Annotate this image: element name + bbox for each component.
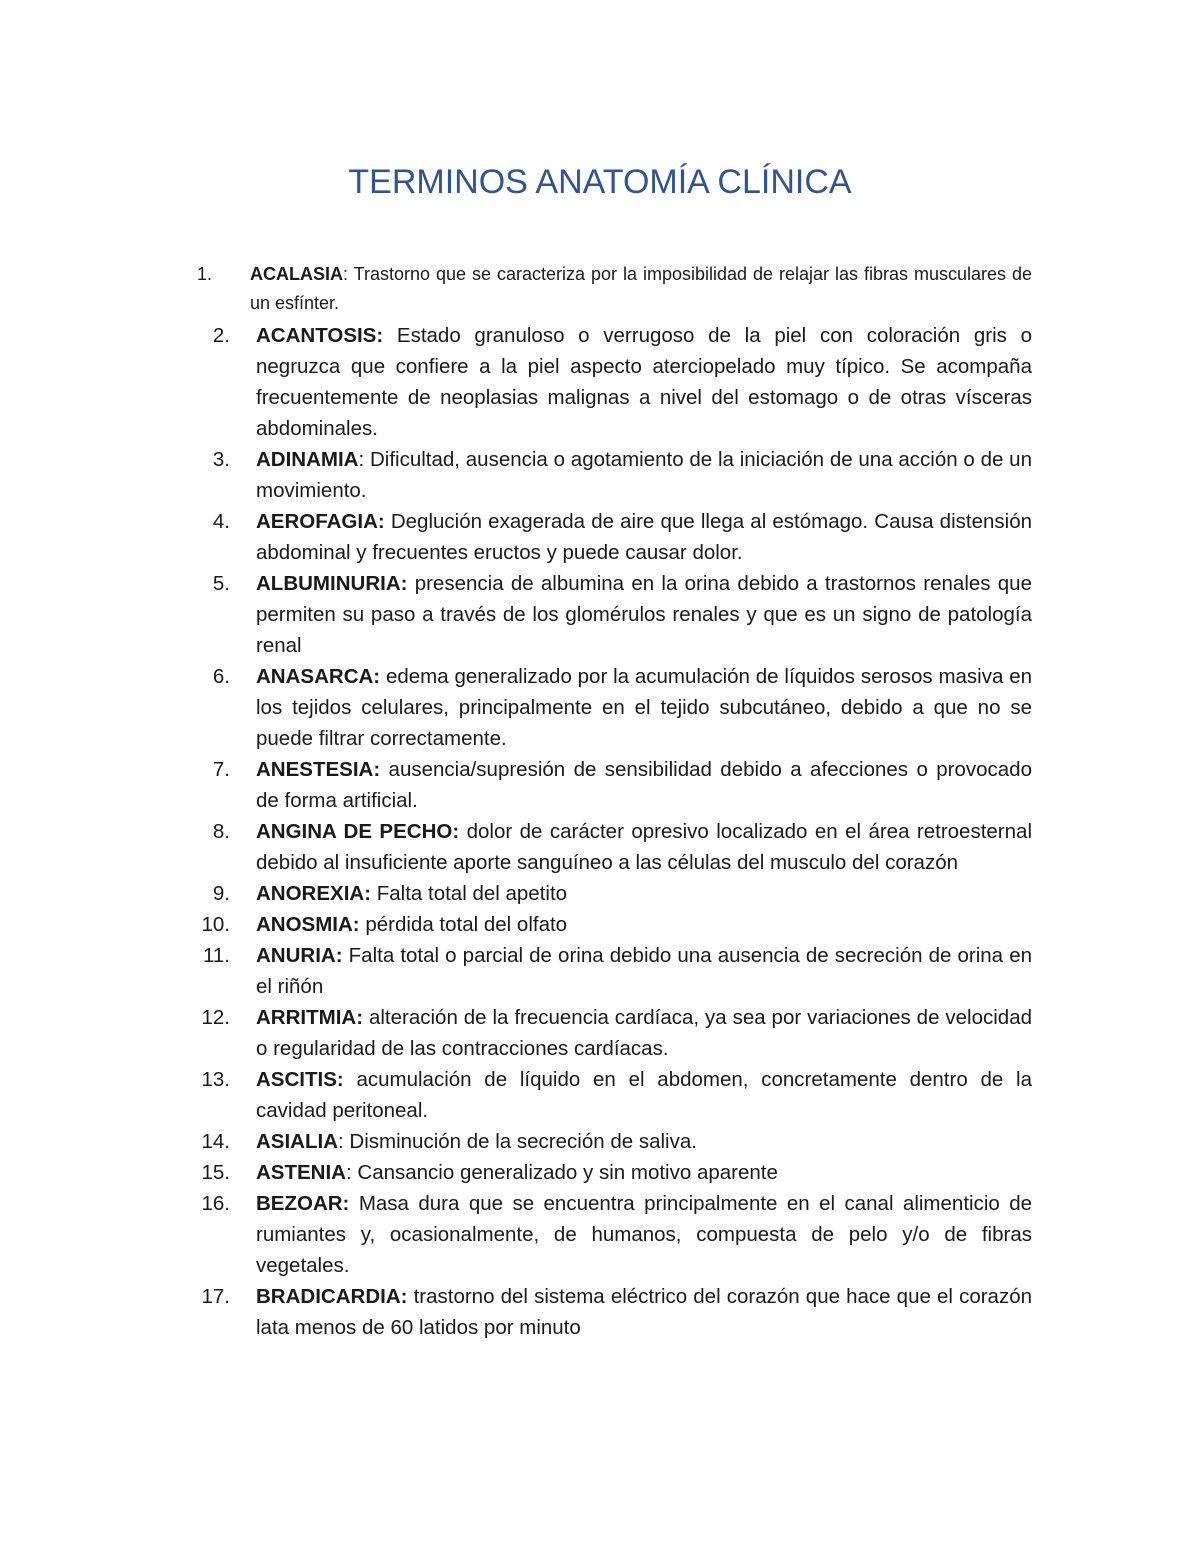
item-number: 17. (201, 1285, 230, 1308)
list-item (0, 909, 1200, 940)
term-definition: Falta total o parcial de orina debido una ausencia de secreción de orina en el riñón (256, 944, 1032, 998)
item-number: 3. (212, 448, 230, 471)
list-item (0, 940, 1200, 1002)
list-item (0, 754, 1200, 816)
item-number: 12. (201, 1006, 230, 1029)
term-definition: Dificultad, ausencia o agotamiento de la iniciación de una acción o de un movimiento. (256, 448, 1032, 502)
list-item (0, 1126, 1200, 1157)
term-definition: Estado granuloso o verrugoso de la piel con coloración gris o negruzca que confiere a la piel aspecto aterciopelado muy típico. Se acompaña frecuentemente de neoplasias malignas a nivel del estomago o de otras vísceras abdominales. (256, 324, 1032, 440)
list-item (0, 1157, 1200, 1188)
term-definition: ausencia/supresión de sensibilidad debido a afecciones o provocado de forma artificial. (256, 758, 1032, 812)
item-number: 15. (201, 1161, 230, 1184)
list-item (0, 1002, 1200, 1064)
term-definition: Trastorno que se caracteriza por la imposibilidad de relajar las fibras musculares de un esfínter. (250, 264, 1032, 313)
term-definition: Deglución exagerada de aire que llega al estómago. Causa distensión abdominal y frecuentes eructos y puede causar dolor. (256, 510, 1032, 564)
term-name: ANASARCA: (256, 665, 381, 688)
term-definition: Disminución de la secreción de saliva. (343, 1130, 697, 1153)
term-name: ACANTOSIS: (256, 324, 384, 347)
item-number: 13. (201, 1068, 230, 1091)
term-separator: : (343, 264, 349, 284)
list-item (0, 568, 1200, 661)
term-name: BEZOAR: (256, 1192, 350, 1215)
term-definition: alteración de la frecuencia cardíaca, ya sea por variaciones de velocidad o regularidad de las contracciones cardíacas. (256, 1006, 1032, 1060)
term-definition: trastorno del sistema eléctrico del corazón que hace que el corazón lata menos de 60 latidos por minuto (256, 1285, 1032, 1339)
terms-list (0, 260, 1200, 1343)
item-number: 10. (201, 913, 230, 936)
term-separator: : (358, 448, 365, 471)
list-item (0, 878, 1200, 909)
term-name: BRADICARDIA: (256, 1285, 408, 1308)
item-number: 1. (196, 264, 212, 284)
list-item (0, 320, 1200, 444)
term-name: ADINAMIA (256, 448, 359, 471)
term-definition: Falta total del apetito (371, 882, 568, 905)
term-name: ANESTESIA: (256, 758, 381, 781)
term-definition: acumulación de líquido en el abdomen, concretamente dentro de la cavidad peritoneal. (256, 1068, 1032, 1122)
term-name: AEROFAGIA: (256, 510, 385, 533)
list-item (0, 661, 1200, 754)
term-name: ACALASIA (250, 264, 343, 284)
term-name: ANOSMIA: (256, 913, 360, 936)
item-number: 7. (212, 758, 230, 781)
term-name: ALBUMINURIA: (256, 572, 408, 595)
term-definition: Cansancio generalizado y sin motivo aparente (351, 1161, 778, 1184)
list-item (0, 444, 1200, 506)
list-item (0, 506, 1200, 568)
list-item (0, 816, 1200, 878)
item-number: 5. (212, 572, 230, 595)
term-name: ASIALIA (256, 1130, 338, 1153)
term-name: ANURIA: (256, 944, 343, 967)
term-definition: dolor de carácter opresivo localizado en el área retroesternal debido al insuficiente aporte sanguíneo a las células del musculo del corazón (256, 820, 1032, 874)
item-number: 16. (201, 1192, 230, 1215)
term-definition: presencia de albumina en la orina debido a trastornos renales que permiten su paso a través de los glomérulos renales y que es un signo de patología renal (256, 572, 1032, 657)
list-item (0, 1188, 1200, 1281)
item-number: 6. (212, 665, 230, 688)
term-separator: : (345, 1161, 352, 1184)
term-name: ASTENIA (256, 1161, 346, 1184)
term-definition: edema generalizado por la acumulación de líquidos serosos masiva en los tejidos celulares, principalmente en el tejido subcutáneo, debido a que no se puede filtrar correctamente. (256, 665, 1032, 750)
list-item (0, 260, 1200, 320)
item-number: 9. (212, 882, 230, 905)
term-separator: : (338, 1130, 344, 1153)
item-number: 8. (212, 820, 230, 843)
list-item (0, 1281, 1200, 1343)
item-number: 11. (203, 944, 230, 967)
term-definition: pérdida total del olfato (359, 913, 568, 936)
item-number: 14. (201, 1130, 230, 1153)
list-item (0, 1064, 1200, 1126)
document-title: TERMINOS ANATOMÍA CLÍNICA (348, 163, 852, 201)
term-definition: Masa dura que se encuentra principalmente en el canal alimenticio de rumiantes y, ocasionalmente, de humanos, compuesta de pelo y/o de fibras vegetales. (256, 1192, 1032, 1277)
item-number: 2. (212, 324, 230, 347)
item-number: 4. (212, 510, 230, 533)
term-name: ANOREXIA: (256, 882, 372, 905)
term-name: ASCITIS: (256, 1068, 344, 1091)
term-name: ANGINA DE PECHO: (256, 820, 460, 843)
term-name: ARRITMIA: (256, 1006, 364, 1029)
